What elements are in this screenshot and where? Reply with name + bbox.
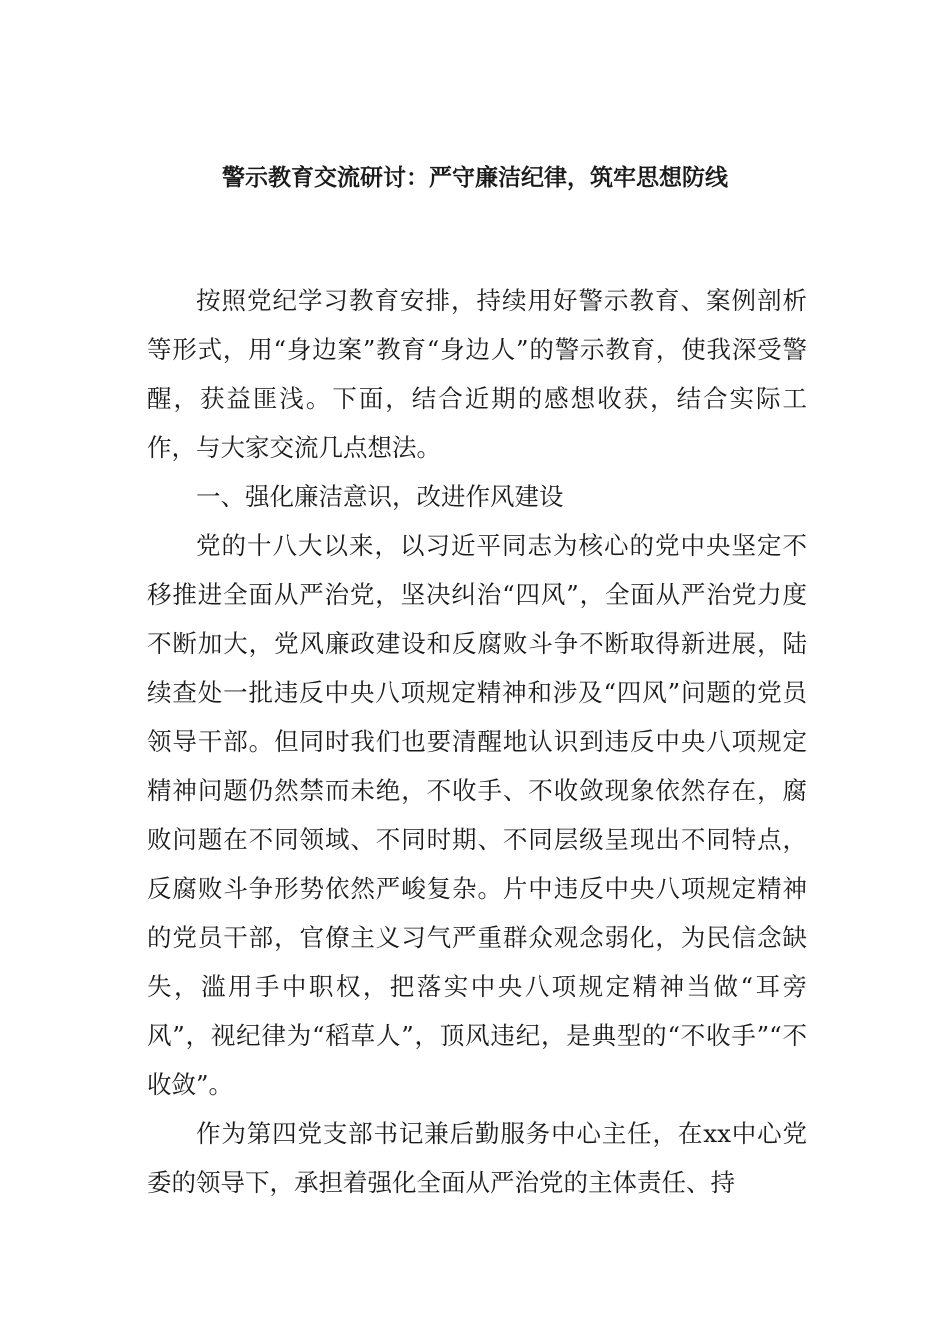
paragraph-body: 党的十八大以来，以习近平同志为核心的党中央坚定不移推进全面从严治党，坚决纠治“四风”，全面从严治党力度不断加大，党风廉政建设和反腐败斗争不断取得新进展，陆续查处一批违反中央八项规定精神和涉及“四风”问题的党员领导干部。但同时我们也要清醒地认识到违反中央八项规定精神问题仍然禁而未绝，不收手、不收敛现象依然存在，腐败问题在不同领域、不同时期、不同层级呈现出不同特点，反腐败斗争形势依然严峻复杂。片中违反中央八项规定精神的党员干部，官僚主义习气严重群众观念弱化，为民信念缺失，滥用手中职权，把落实中央八项规定精神当做“耳旁风”，视纪律为“稻草人”，顶风违纪，是典型的“不收手”“不收敛”。 (147, 531, 807, 1099)
section-heading-1: 一、强化廉洁意识，改进作风建设 (196, 482, 564, 511)
document-title: 警示教育交流研讨：严守廉洁纪律，筑牢思想防线 (222, 164, 728, 191)
document-body (147, 276, 807, 1207)
paragraph-intro: 按照党纪学习教育安排，持续用好警示教育、案例剖析等形式，用“身边案”教育“身边人”的警示教育，使我深受警醒，获益匪浅。下面，结合近期的感想收获，结合实际工作，与大家交流几点想法。 (147, 286, 807, 462)
paragraph-body: 作为第四党支部书记兼后勤服务中心主任，在xx中心党委的领导下，承担着强化全面从严治党的主体责任、持 (147, 1119, 807, 1197)
